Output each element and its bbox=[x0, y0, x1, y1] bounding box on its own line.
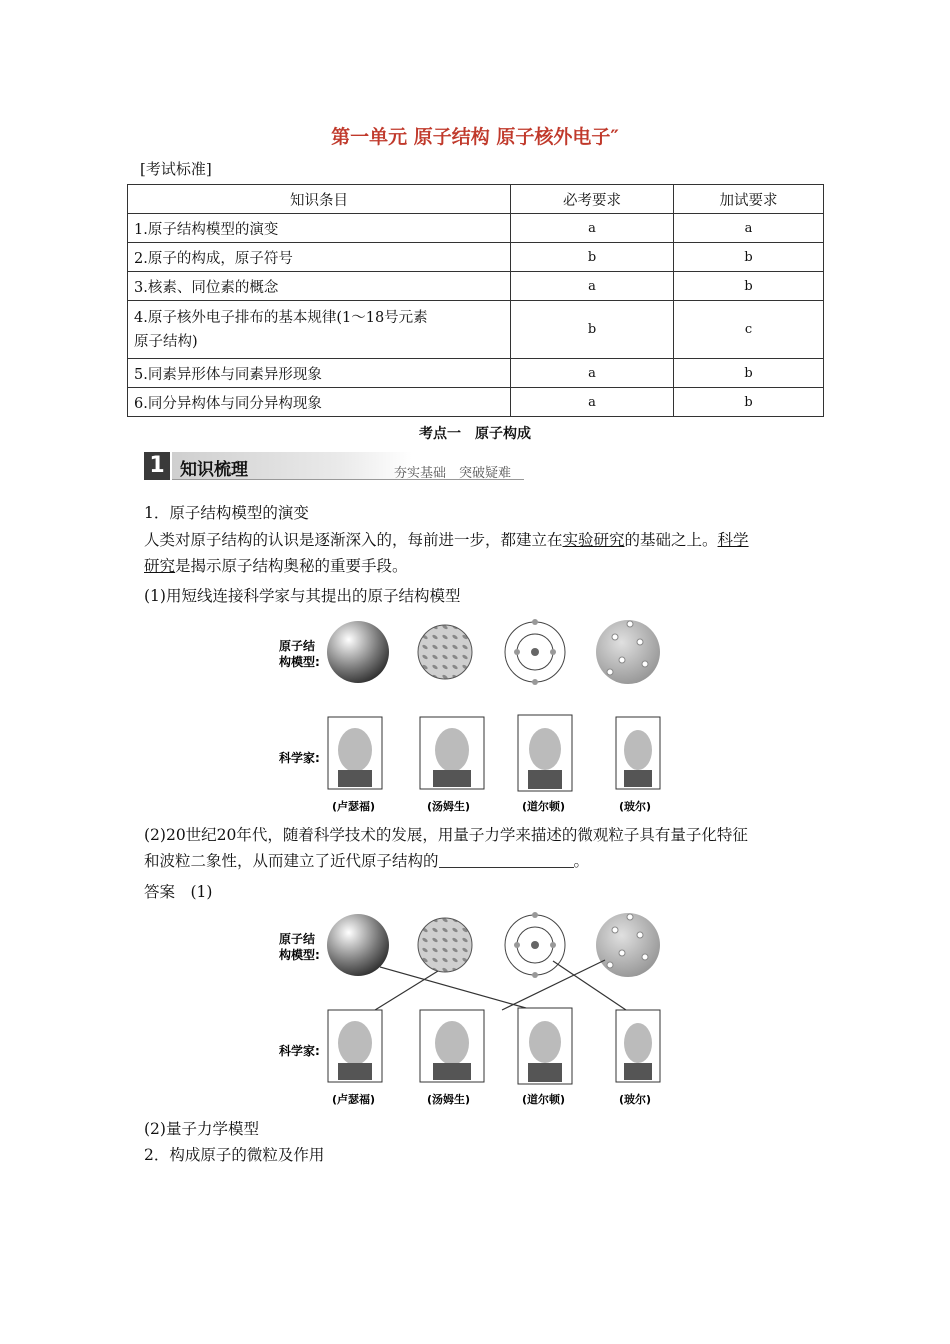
scientist-name: (卢瑟福) bbox=[332, 1093, 376, 1106]
banner-title: 知识梳理 bbox=[180, 460, 248, 480]
question-1: (1)用短线连接科学家与其提出的原子结构模型 bbox=[144, 587, 461, 605]
answer-label: 答案 (1) bbox=[144, 883, 213, 901]
table-cell-required: a bbox=[511, 272, 674, 301]
table-cell-extra: a bbox=[674, 214, 824, 243]
table-cell-extra: c bbox=[674, 301, 824, 359]
table-row bbox=[128, 243, 824, 272]
model-figure-answer bbox=[270, 905, 690, 1115]
table-header-item: 知识条目 bbox=[128, 185, 511, 214]
table-cell-required: a bbox=[511, 388, 674, 417]
page-title: 第一单元 原子结构 原子核外电子″ bbox=[331, 126, 619, 148]
table-row bbox=[128, 359, 824, 388]
table-header-extra: 加试要求 bbox=[674, 185, 824, 214]
text-span: 人类对原子结构的认识是逐渐深入的，每前进一步，都建立在 bbox=[144, 531, 563, 549]
table-cell-required: a bbox=[511, 359, 674, 388]
text-span: 是揭示原子结构奥秘的重要手段。 bbox=[175, 557, 408, 575]
text-span: 的基础之上。 bbox=[624, 531, 718, 549]
table-cell-item: 3.核素、同位素的概念 bbox=[128, 272, 511, 301]
underlined-answer: 科学 bbox=[717, 531, 749, 549]
portrait-thomson bbox=[420, 717, 484, 789]
scientist-name: (汤姆生) bbox=[427, 1093, 471, 1106]
portrait-thomson bbox=[420, 1010, 484, 1082]
banner-number: 1 bbox=[144, 452, 170, 480]
text-line bbox=[144, 848, 814, 874]
table-row bbox=[128, 272, 824, 301]
model-label-line2: 构模型: bbox=[279, 655, 320, 669]
scientist-name: (汤姆生) bbox=[427, 800, 471, 813]
banner-underline bbox=[172, 479, 524, 480]
text-span: 。 bbox=[573, 852, 590, 870]
table-cell-item bbox=[128, 301, 511, 359]
scientist-label: 科学家: bbox=[279, 1044, 320, 1058]
solid-sphere-model bbox=[327, 914, 389, 976]
table-cell-extra: b bbox=[674, 388, 824, 417]
model-label-line1: 原子结 bbox=[279, 639, 316, 653]
portrait-rutherford bbox=[328, 1010, 382, 1082]
scientist-name: (玻尔) bbox=[619, 1093, 652, 1106]
portrait-dalton bbox=[518, 1008, 572, 1084]
answer-blank[interactable] bbox=[439, 851, 574, 868]
table-cell-extra: b bbox=[674, 243, 824, 272]
exam-standard-label: [考试标准] bbox=[140, 160, 212, 178]
dotted-sphere-model bbox=[596, 620, 660, 684]
scientist-name: (道尔顿) bbox=[522, 1093, 566, 1106]
table-cell-extra: b bbox=[674, 359, 824, 388]
table-cell-extra: b bbox=[674, 272, 824, 301]
scientist-name: (道尔顿) bbox=[522, 800, 566, 813]
kaodian-heading: 考点一 原子构成 bbox=[419, 426, 531, 442]
underlined-answer: 实验研究 bbox=[562, 531, 625, 549]
table-cell-item: 6.同分异构体与同分异构现象 bbox=[128, 388, 511, 417]
plum-pudding-model bbox=[418, 625, 472, 679]
portrait-rutherford bbox=[328, 717, 382, 789]
table-row bbox=[128, 301, 824, 359]
table-header-required: 必考要求 bbox=[511, 185, 674, 214]
table-cell-item: 2.原子的构成，原子符号 bbox=[128, 243, 511, 272]
section1-paragraph bbox=[144, 527, 814, 579]
section-banner bbox=[144, 452, 524, 482]
dotted-sphere-model bbox=[596, 913, 660, 977]
model-figure-question bbox=[270, 612, 690, 822]
table-cell-required: b bbox=[511, 301, 674, 359]
table-row bbox=[128, 388, 824, 417]
text-line: (2)20世纪20年代，随着科学技术的发展，用量子力学来描述的微观粒子具有量子化特征 bbox=[144, 826, 748, 844]
connection-lines bbox=[375, 960, 626, 1010]
scientist-label: 科学家: bbox=[279, 751, 320, 765]
table-cell-item: 5.同素异形体与同素异形现象 bbox=[128, 359, 511, 388]
portrait-bohr bbox=[616, 717, 660, 789]
model-label-line2: 构模型: bbox=[279, 948, 320, 962]
portrait-bohr bbox=[616, 1010, 660, 1082]
answer-q2: (2)量子力学模型 bbox=[144, 1120, 259, 1138]
section1-heading: 1．原子结构模型的演变 bbox=[144, 504, 309, 522]
table-cell-item-line: 4.原子核外电子排布的基本规律(1～18号元素 bbox=[134, 309, 428, 326]
portrait-dalton bbox=[518, 715, 572, 791]
section2-heading: 2．构成原子的微粒及作用 bbox=[144, 1146, 325, 1164]
underlined-answer: 研究 bbox=[144, 557, 176, 575]
table-cell-item: 1.原子结构模型的演变 bbox=[128, 214, 511, 243]
model-label-line1: 原子结 bbox=[279, 932, 316, 946]
connection-line-dalton bbox=[380, 967, 526, 1008]
requirements-table bbox=[127, 184, 824, 417]
table-cell-required: a bbox=[511, 214, 674, 243]
question-2 bbox=[144, 822, 814, 874]
connection-line-thomson bbox=[375, 971, 438, 1010]
table-cell-item-line: 原子结构) bbox=[134, 333, 198, 350]
bohr-orbit-model bbox=[505, 619, 565, 685]
solid-sphere-model bbox=[327, 621, 389, 683]
bohr-orbit-model bbox=[505, 912, 565, 978]
table-row bbox=[128, 214, 824, 243]
scientist-name: (卢瑟福) bbox=[332, 800, 376, 813]
text-span: 和波粒二象性，从而建立了近代原子结构的 bbox=[144, 852, 439, 870]
table-header-row bbox=[128, 185, 824, 214]
table-cell-required: b bbox=[511, 243, 674, 272]
plum-pudding-model bbox=[418, 918, 472, 972]
banner-subtitle: 夯实基础 突破疑难 bbox=[394, 466, 512, 481]
scientist-name: (玻尔) bbox=[619, 800, 652, 813]
